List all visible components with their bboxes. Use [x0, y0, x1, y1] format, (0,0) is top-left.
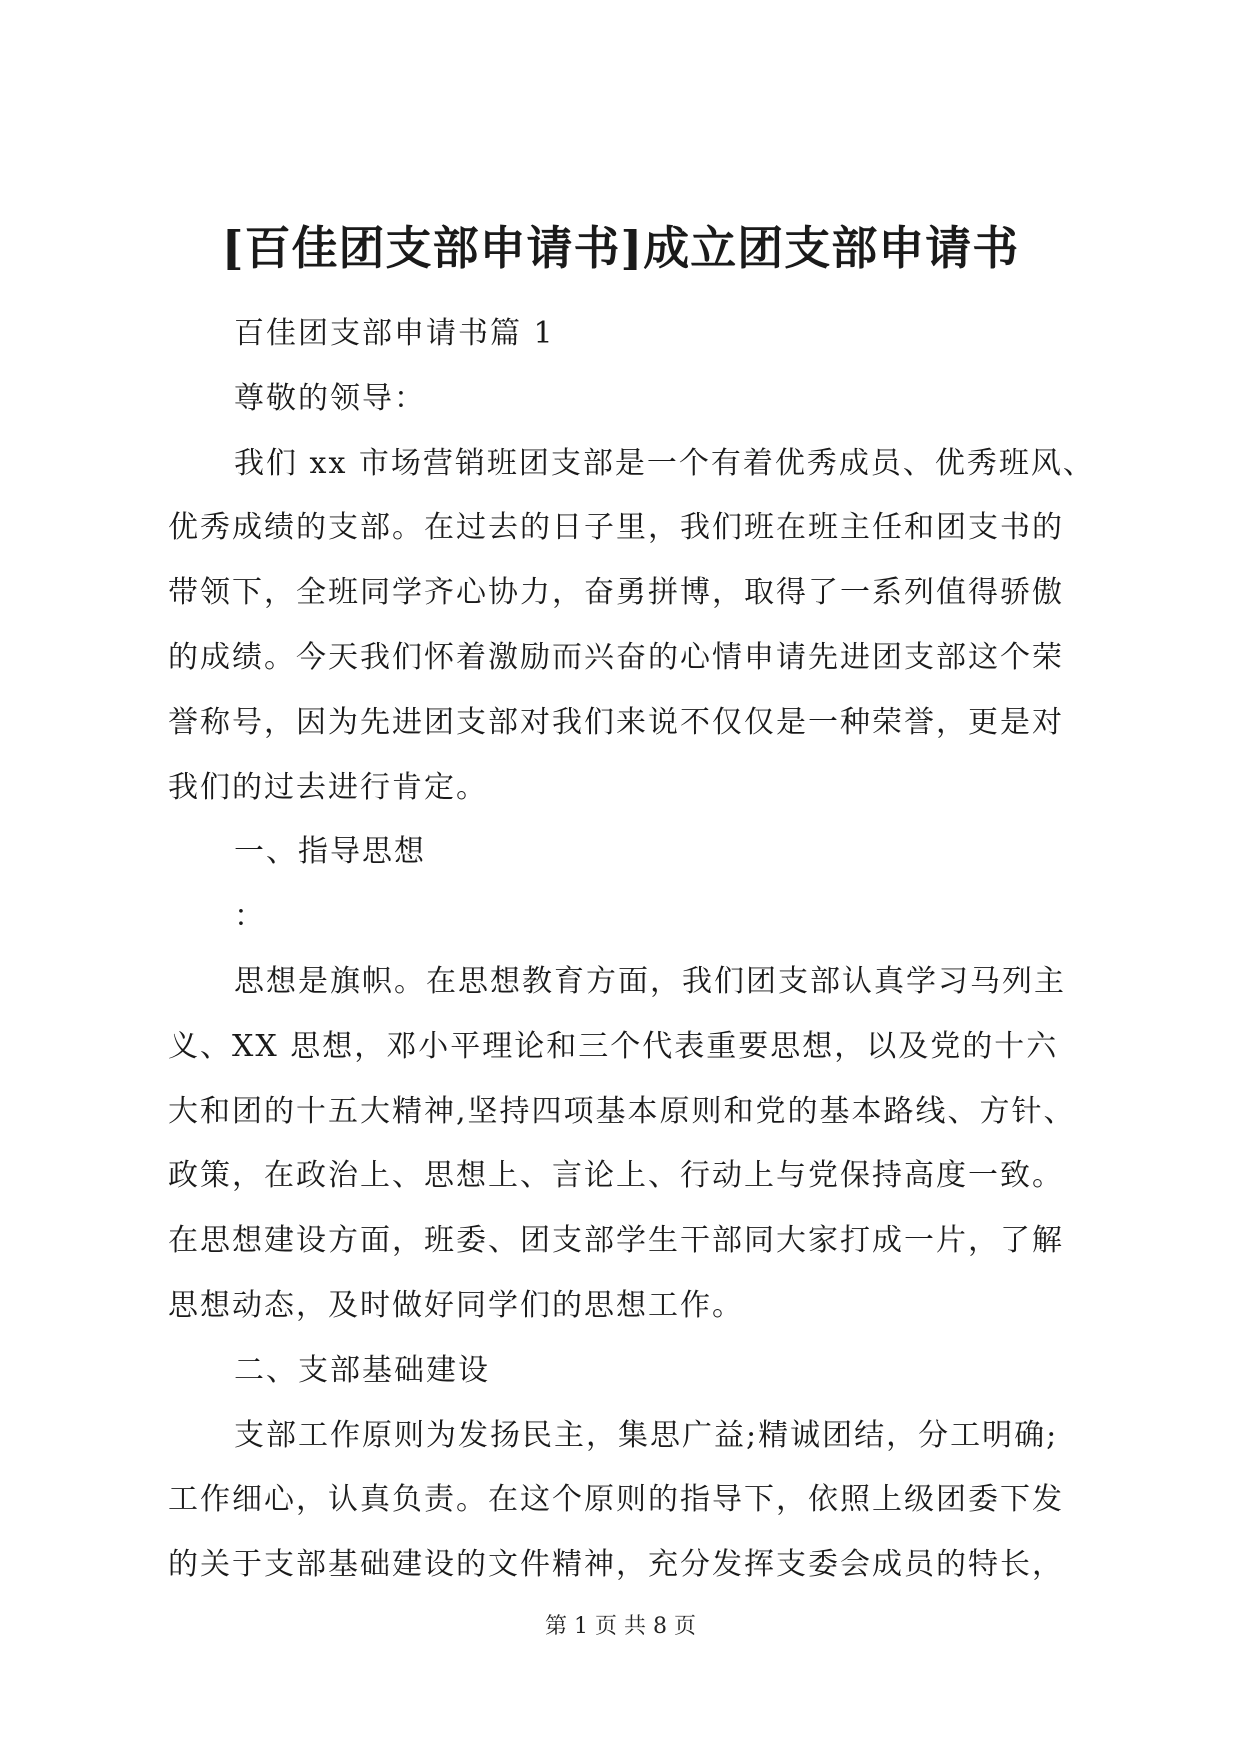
paragraph-line: 我们 xx 市场营销班团支部是一个有着优秀成员、优秀班风、 — [234, 445, 1095, 481]
paragraph-line: 义、XX 思想，邓小平理论和三个代表重要思想，以及党的十六 — [168, 1028, 1059, 1064]
salutation: 尊敬的领导： — [234, 380, 426, 416]
section-heading-guiding-thought: 一、指导思想 — [234, 834, 426, 870]
colon-line: ： — [234, 899, 266, 935]
section-heading-article: 百佳团支部申请书篇 1 — [234, 316, 555, 351]
paragraph-line: 支部工作原则为发扬民主，集思广益;精诚团结，分工明确; — [234, 1417, 1059, 1453]
paragraph-line: 在思想建设方面，班委、团支部学生干部同大家打成一片，了解 — [168, 1223, 1064, 1259]
paragraph-line: 带领下，全班同学齐心协力，奋勇拼博，取得了一系列值得骄傲 — [168, 575, 1064, 611]
paragraph-line: 的关于支部基础建设的文件精神，充分发挥支委会成员的特长， — [168, 1547, 1064, 1583]
paragraph-line: 优秀成绩的支部。在过去的日子里，我们班在班主任和团支书的 — [168, 510, 1064, 546]
paragraph-line: 思想动态，及时做好同学们的思想工作。 — [168, 1287, 744, 1323]
document-title: [百佳团支部申请书]成立团支部申请书 — [221, 221, 1020, 275]
paragraph-line: 大和团的十五大精神,坚持四项基本原则和党的基本路线、方针、 — [168, 1093, 1076, 1129]
paragraph-line: 的成绩。今天我们怀着激励而兴奋的心情申请先进团支部这个荣 — [168, 639, 1064, 675]
page-footer: 第 1 页 共 8 页 — [545, 1614, 696, 1639]
paragraph-line: 我们的过去进行肯定。 — [168, 769, 488, 805]
paragraph-line: 工作细心，认真负责。在这个原则的指导下，依照上级团委下发 — [168, 1482, 1064, 1518]
paragraph-line: 政策，在政治上、思想上、言论上、行动上与党保持高度一致。 — [168, 1158, 1064, 1194]
paragraph-line: 思想是旗帜。在思想教育方面，我们团支部认真学习马列主 — [234, 963, 1066, 999]
section-heading-basic-construction: 二、支部基础建设 — [234, 1352, 490, 1388]
document-body — [168, 302, 1095, 1598]
paragraph-line: 誉称号，因为先进团支部对我们来说不仅仅是一种荣誉，更是对 — [168, 704, 1064, 740]
